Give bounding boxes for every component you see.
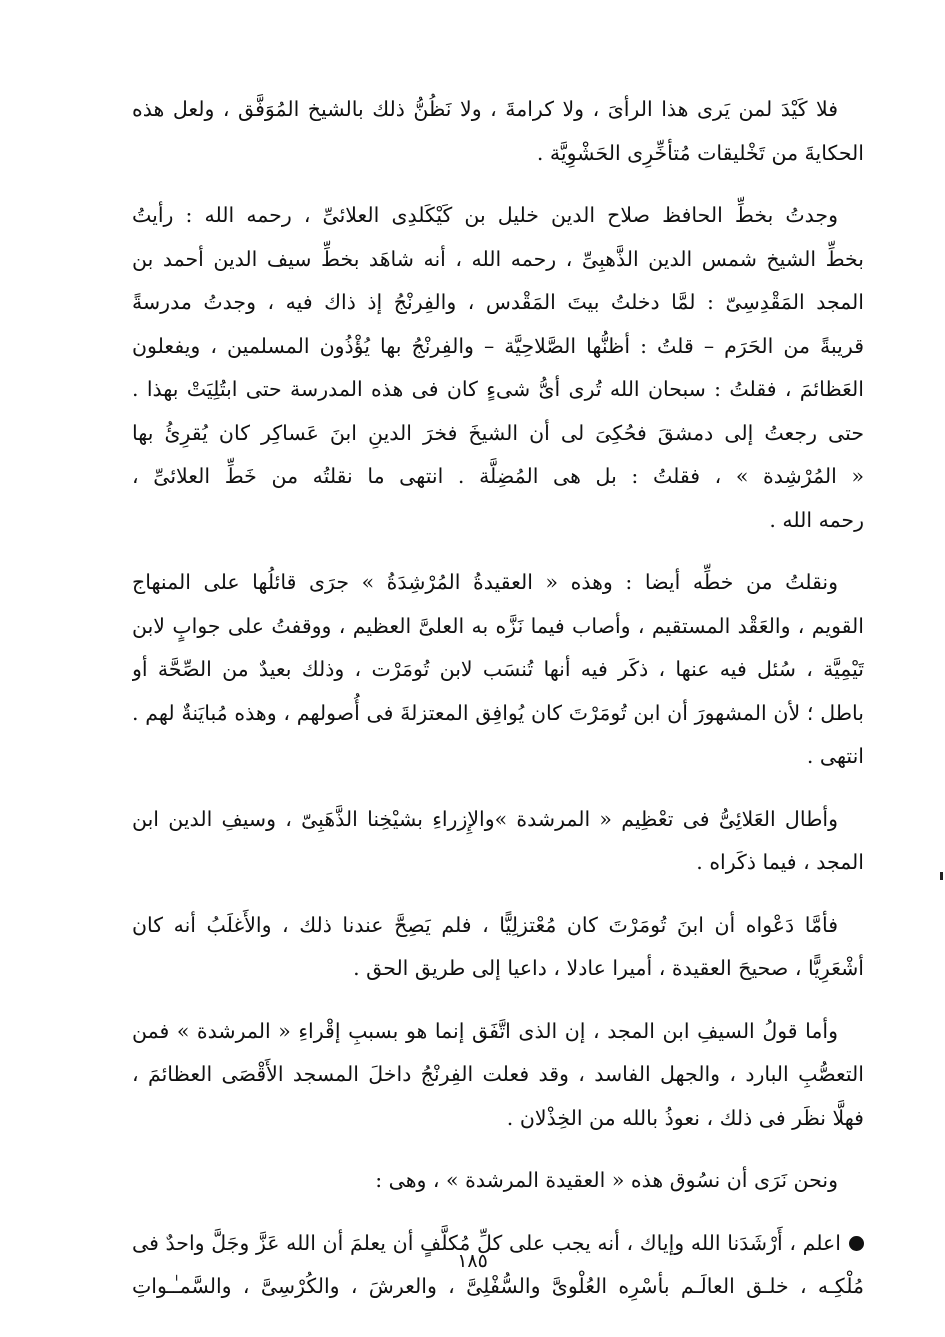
text-line: العَظائمَ ، فقلتُ : سبحان الله تُرى أىُّ شىءٍ كان فى هذه المدرسة حتى ابتُلِيَتْ بهذا .: [132, 377, 864, 401]
text-line: وجدتُ بخطِّ الحافظ صلاح الدين خليل بن كَيْكَلدِى العلائىِّ ، رحمه الله : رأيتُ: [132, 203, 838, 227]
document-page: [132, 88, 864, 1328]
text-line: باطل ؛ لأن المشهورَ أن ابن تُومَرْتَ كان يُوافِق المعتزلةَ فى أُصولهم ، وهذه مُبايَنةٌ لهم .: [132, 700, 864, 725]
bullet-icon: [849, 1236, 864, 1251]
text-line: وأما قولُ السيفِ ابن المجد ، إن الذى اتَّفَق إنما هو بسببِ إقْراءِ « المرشدة » فمن: [132, 1018, 838, 1043]
paragraph-7: [132, 1159, 864, 1203]
paragraph-5: [132, 904, 864, 991]
text-line: الحكايةَ من تَخْليقات مُتأخِّرِى الحَشْوِيَّة .: [536, 140, 864, 165]
text-line: تَيْمِيَّة ، سُئل فيه عنها ، ذكَر فيه أنها تُنسَب لابن تُومَرْت ، وذلك بعيدٌ من الصِّحَّة أو: [132, 657, 864, 681]
text-line: أشْعَرِيًّا ، صحيحَ العقيدة ، أميرا عادلا ، داعيا إلى طريق الحق .: [353, 956, 864, 980]
paragraph-4: [132, 798, 864, 885]
text-line: المجد المَقْدِسِىّ : لمَّا دخلتُ بيتَ المَقْدس ، والفِرنْجُ إذ ذاك فيه ، وجدتُ مدرسةً: [132, 290, 864, 314]
text-line: حتى رجعتُ إلى دمشقَ فحُكِىَ لى أن الشيخَ فخرَ الدينِ ابنَ عَساكِر كان يُقرِئُ بها: [132, 420, 864, 445]
text-line: مُلْكِـه ، خلـق العالَـم بأسْرِه العُلْوىَّ والسُّفْلِىَّ ، والعرشَ ، والكُرْسِىَّ ، والسَّمـٰـواتِ: [132, 1274, 864, 1298]
page-number: ١٨٥: [457, 1250, 488, 1272]
paragraph-2: [132, 194, 864, 542]
text-line: فلا كَيْدَ لمن يَرى هذا الرأىَ ، ولا كرامةَ ، ولا نَظُنُّ ذلك بالشيخ المُوَفَّق ، ولعل هذه: [132, 97, 838, 121]
text-line: ونقلتُ من خطِّه أيضا : وهذه « العقيدةُ المُرْشِدَةُ » جرَى قائلُها على المنهاج: [132, 570, 838, 594]
text-line: التعصُّبِ البارد ، والجهل الفاسد ، وقد فعلت الفِرنْجُ داخلَ المسجد الأَقْصَى العظائمَ ،: [132, 1062, 864, 1086]
text-line: فأمَّا دَعْواه أن ابنَ تُومَرْتَ كان مُعْتزلِيًّا ، فلم يَصِحَّ عندنا ذلك ، والأَغلَبُ أنه كان: [132, 912, 838, 937]
margin-mark: [940, 872, 943, 880]
text-line: قريبةً من الحَرَم – قلتُ : أظنُّها الصَّلاحِيَّة – والفِرنْجُ بها يُؤْذُون المسلمين ، ويفعلون: [132, 333, 864, 358]
text-line: القويم ، والعَقْد المستقيم ، وأصاب فيما نَزَّه به العلىَّ العظيم ، ووقفتُ على جوابٍ لابن: [132, 613, 864, 638]
text-line: « المُرْشِدة » ، فقلتُ : بل هى المُضِلَّة . انتهى ما نقلتُه من خَطِّ العلائىِّ ،: [132, 464, 864, 488]
text-line: فهلَّا نظَر فى ذلك ، نعوذُ بالله من الخِذْلان .: [506, 1105, 864, 1130]
text-line: وأطال العَلائِىُّ فى تعْظِيم « المرشدة »والإِزراءِ بشيْخِنا الذَّهَبِىّ ، وسيفِ الدين ابن: [132, 806, 838, 831]
text-line: انتهى .: [806, 744, 864, 768]
paragraph-3: [132, 561, 864, 779]
text-line: بخطِّ الشيخ شمس الدين الذَّهبِىِّ ، رحمه الله ، أنه شاهَد بخطِّ سيف الدين أحمد بن: [132, 246, 864, 271]
paragraph-6: [132, 1010, 864, 1141]
text-line: اعلم ، أَرْشَدَنا الله وإياك ، أنه يجب على كلِّ مُكلَّفٍ أن يعلمَ أن الله عَزَّ وجَلَّ واحدٌ فى: [132, 1230, 841, 1255]
text-line: ونحن نَرَى أن نسُوق هذه « العقيدة المرشدة » ، وهى :: [375, 1168, 838, 1192]
paragraph-1: [132, 88, 864, 175]
text-line: رحمه الله .: [769, 507, 864, 532]
text-line: المجد ، فيما ذكَراه .: [696, 850, 864, 874]
